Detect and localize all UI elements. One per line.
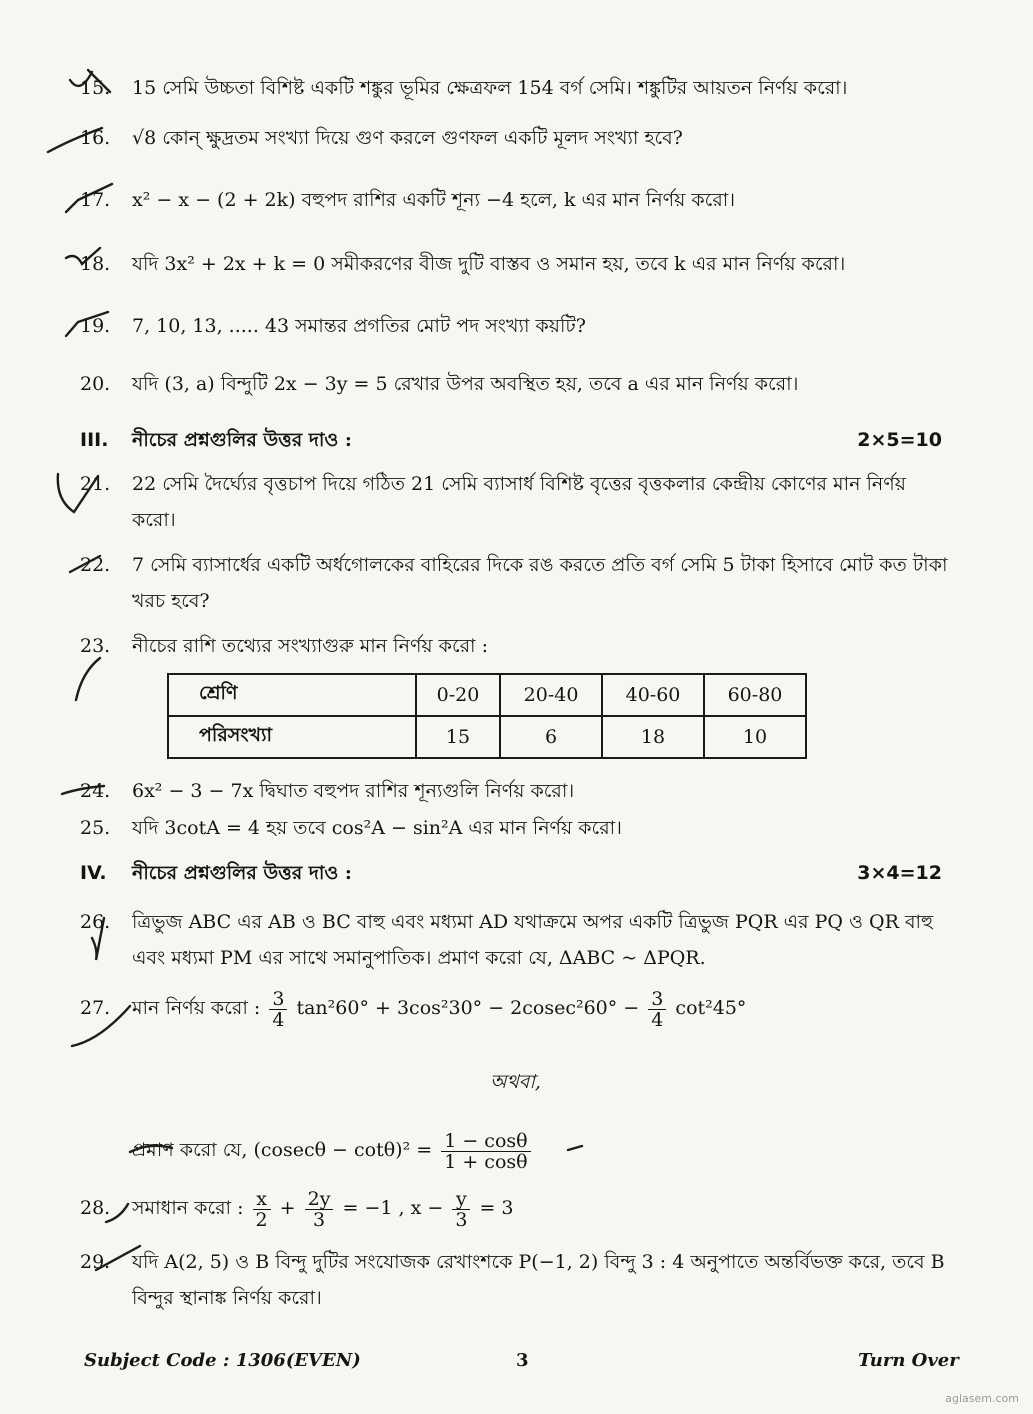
question-17 bbox=[80, 182, 950, 218]
q27-expression: tan²60° + 3cos²30° − 2cosec²60° − bbox=[296, 997, 640, 1019]
fraction-denominator: 3 bbox=[313, 1208, 326, 1231]
question-23 bbox=[80, 628, 950, 664]
q28-label: সমাধান করো : bbox=[132, 1197, 244, 1219]
question-text bbox=[132, 988, 950, 1030]
table-cell: 10 bbox=[704, 716, 806, 758]
table-row-class bbox=[168, 674, 806, 716]
fraction bbox=[269, 989, 287, 1030]
question-29 bbox=[80, 1244, 950, 1316]
question-15 bbox=[80, 70, 950, 106]
fraction-numerator: 1 − cosθ bbox=[441, 1131, 530, 1152]
section-marks: 2×5=10 bbox=[857, 429, 942, 451]
section-heading: নীচের প্রশ্নগুলির উত্তর দাও : bbox=[132, 862, 352, 884]
fraction-numerator: y bbox=[452, 1189, 470, 1210]
section-iv-header bbox=[80, 858, 950, 888]
fraction-denominator: 2 bbox=[255, 1208, 268, 1231]
fraction-denominator: 4 bbox=[651, 1008, 664, 1031]
question-number: 29. bbox=[80, 1251, 111, 1273]
question-20 bbox=[80, 366, 950, 402]
section-iii-header bbox=[80, 425, 950, 455]
question-number: 20. bbox=[80, 373, 111, 395]
fraction bbox=[253, 1189, 271, 1230]
question-text: যদি 3x² + 2x + k = 0 সমীকরণের বীজ দুটি বাস্তব ও সমান হয়, তবে k এর মান নির্ণয় করো। bbox=[132, 253, 846, 275]
q27-label: মান নির্ণয় করো : bbox=[132, 997, 261, 1019]
question-24 bbox=[80, 773, 950, 809]
question-number: 23. bbox=[80, 635, 111, 657]
section-number: IV. bbox=[80, 862, 107, 884]
or-separator: অথবা, bbox=[490, 1071, 541, 1093]
question-number: 17. bbox=[80, 189, 111, 211]
question-number: 18. bbox=[80, 253, 111, 275]
section-marks: 3×4=12 bbox=[857, 862, 942, 884]
table-cell: 60-80 bbox=[704, 674, 806, 716]
table-row-label: শ্রেণি bbox=[168, 674, 416, 716]
question-number: 19. bbox=[80, 315, 111, 337]
turn-over: Turn Over bbox=[858, 1350, 959, 1371]
question-text: যদি 3cotA = 4 হয় তবে cos²A − sin²A এর মান নির্ণয় করো। bbox=[132, 817, 622, 839]
q27-expression-end: cot²45° bbox=[675, 997, 747, 1019]
table-cell: 20-40 bbox=[500, 674, 602, 716]
question-text: ত্রিভুজ ABC এর AB ও BC বাহু এবং মধ্যমা AD যথাক্রমে অপর একটি ত্রিভুজ PQR এর PQ ও QR বাহু এবং মধ্যমা PM এর সাথে সমানুপাতিক। প্রমাণ করো যে, ΔABC ~ ΔPQR. bbox=[132, 911, 934, 969]
question-number: 24. bbox=[80, 780, 111, 802]
tick-mark-icon bbox=[76, 658, 100, 700]
table-row-label: পরিসংখ্যা bbox=[168, 716, 416, 758]
fraction-denominator: 4 bbox=[272, 1008, 285, 1031]
question-text bbox=[132, 1130, 950, 1172]
question-text: যদি A(2, 5) ও B বিন্দু দুটির সংযোজক রেখাংশকে P(−1, 2) বিন্দু 3 : 4 অনুপাতে অন্তর্বিভক্ত করে, তবে B বিন্দুর স্থানাঙ্ক নির্ণয় করো। bbox=[132, 1251, 945, 1309]
fraction-denominator: 1 + cosθ bbox=[444, 1150, 528, 1173]
question-text: 7, 10, 13, ..... 43 সমান্তর প্রগতির মোট পদ সংখ্যা কয়টি? bbox=[132, 315, 586, 337]
question-number: 15. bbox=[80, 77, 111, 99]
question-19 bbox=[80, 308, 950, 344]
question-27-alternative bbox=[80, 1130, 950, 1172]
q28-middle: = −1 , x − bbox=[342, 1197, 444, 1219]
question-text: 15 সেমি উচ্চতা বিশিষ্ট একটি শঙ্কুর ভূমির ক্ষেত্রফল 154 বর্গ সেমি। শঙ্কুটির আয়তন নির্ণয় করো। bbox=[132, 77, 848, 99]
question-text: √8 কোন্ ক্ষুদ্রতম সংখ্যা দিয়ে গুণ করলে গুণফল একটি মূলদ সংখ্যা হবে? bbox=[132, 127, 683, 149]
question-text: 7 সেমি ব্যাসার্ধের একটি অর্ধগোলকের বাহিরের দিকে রঙ করতে প্রতি বর্গ সেমি 5 টাকা হিসাবে মোট কত টাকা খরচ হবে? bbox=[132, 554, 948, 612]
question-number: 27. bbox=[80, 997, 111, 1019]
fraction bbox=[648, 989, 666, 1030]
question-22 bbox=[80, 547, 950, 619]
section-heading: নীচের প্রশ্নগুলির উত্তর দাও : bbox=[132, 429, 352, 451]
table-cell: 6 bbox=[500, 716, 602, 758]
question-number: 22. bbox=[80, 554, 111, 576]
question-text bbox=[132, 1188, 950, 1230]
question-25 bbox=[80, 810, 950, 846]
question-number: 21. bbox=[80, 473, 111, 495]
subject-code: Subject Code : 1306(EVEN) bbox=[84, 1350, 361, 1371]
question-28 bbox=[80, 1188, 950, 1230]
section-number: III. bbox=[80, 429, 109, 451]
fraction-numerator: 3 bbox=[648, 989, 666, 1010]
fraction-denominator: 3 bbox=[455, 1208, 468, 1231]
table-row-frequency bbox=[168, 716, 806, 758]
question-number: 26. bbox=[80, 911, 111, 933]
frequency-table bbox=[167, 673, 807, 759]
table-cell: 0-20 bbox=[416, 674, 500, 716]
question-text: x² − x − (2 + 2k) বহুপদ রাশির একটি শূন্য −4 হলে, k এর মান নির্ণয় করো। bbox=[132, 189, 736, 211]
fraction-numerator: 3 bbox=[269, 989, 287, 1010]
fraction bbox=[452, 1189, 470, 1230]
q28-end: = 3 bbox=[479, 1197, 514, 1219]
plus-sign: + bbox=[279, 1197, 296, 1219]
question-text: 22 সেমি দৈর্ঘ্যের বৃত্তচাপ দিয়ে গঠিত 21 সেমি ব্যাসার্ধ বিশিষ্ট বৃত্তের বৃত্তকলার কেন্দ্রীয় কোণের মান নির্ণয় করো। bbox=[132, 473, 906, 531]
watermark: aglasem.com bbox=[945, 1392, 1019, 1405]
fraction bbox=[441, 1131, 530, 1172]
alt-proof-lead: প্রমাণ করো যে, bbox=[132, 1139, 248, 1161]
question-number: 16. bbox=[80, 127, 111, 149]
question-text: যদি (3, a) বিন্দুটি 2x − 3y = 5 রেখার উপর অবস্থিত হয়, তবে a এর মান নির্ণয় করো। bbox=[132, 373, 799, 395]
fraction-numerator: 2y bbox=[305, 1189, 334, 1210]
question-16 bbox=[80, 120, 950, 156]
question-26 bbox=[80, 904, 950, 976]
fraction bbox=[305, 1189, 334, 1230]
question-21 bbox=[80, 466, 950, 538]
alt-proof-lhs: (cosecθ − cotθ)² = bbox=[253, 1139, 433, 1161]
question-text: 6x² − 3 − 7x দ্বিঘাত বহুপদ রাশির শূন্যগুলি নির্ণয় করো। bbox=[132, 780, 575, 802]
table-cell: 15 bbox=[416, 716, 500, 758]
question-18 bbox=[80, 246, 950, 282]
question-text: নীচের রাশি তথ্যের সংখ্যাগুরু মান নির্ণয় করো : bbox=[132, 635, 488, 657]
table-cell: 40-60 bbox=[602, 674, 704, 716]
fraction-numerator: x bbox=[253, 1189, 271, 1210]
question-number: 25. bbox=[80, 817, 111, 839]
question-27 bbox=[80, 988, 950, 1030]
page-number: 3 bbox=[516, 1350, 529, 1371]
question-number: 28. bbox=[80, 1197, 111, 1219]
table-cell: 18 bbox=[602, 716, 704, 758]
